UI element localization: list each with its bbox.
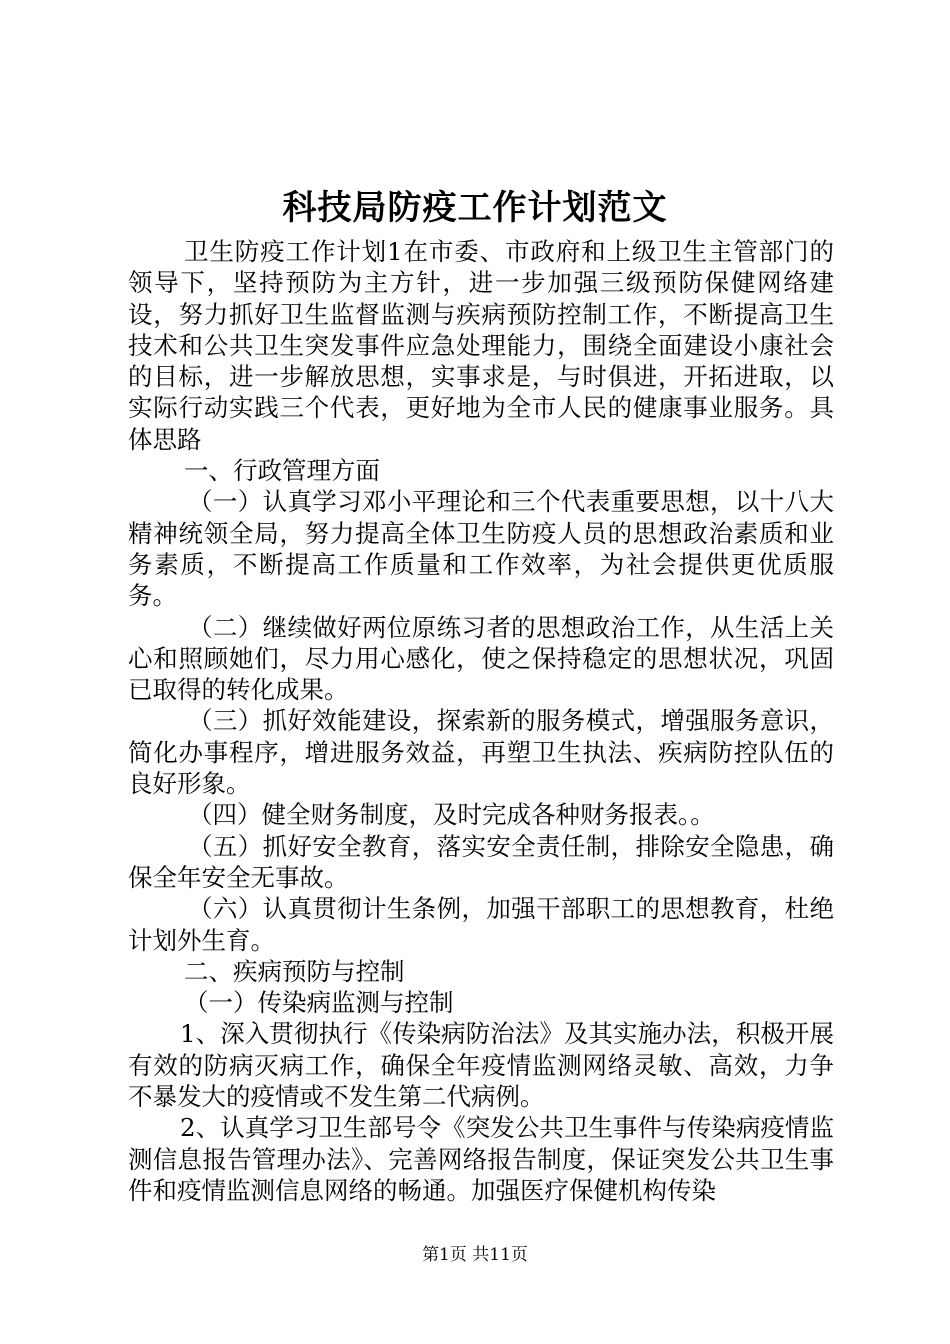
admin-item-2: （二）继续做好两位原练习者的思想政治工作，从生活上关心和照顾她们，尽力用心感化，使之保持稳定的思想状况，巩固已取得的转化成果。 bbox=[128, 612, 834, 705]
admin-item-4: （四）健全财务制度，及时完成各种财务报表。。 bbox=[188, 800, 715, 830]
admin-item-1: （一）认真学习邓小平理论和三个代表重要思想，以十八大精神统领全局，努力提高全体卫生防疫人员的思想政治素质和业务素质，不断提高工作质量和工作效率，为社会提供更优质服务。 bbox=[128, 487, 834, 611]
disease-item-1: 1、深入贯彻执行《传染病防治法》及其实施办法，积极开展有效的防病灭病工作，确保全年疫情监测网络灵敏、高效，力争不暴发大的疫情或不发生第二代病例。 bbox=[128, 1019, 834, 1112]
admin-item-6: （六）认真贯彻计生条例，加强干部职工的思想教育，杜绝计划外生育。 bbox=[128, 894, 834, 955]
disease-item-2: 2、认真学习卫生部号令《突发公共卫生事件与传染病疫情监测信息报告管理办法》、完善网络报告制度，保证突发公共卫生事件和疫情监测信息网络的畅通。加强医疗保健机构传染 bbox=[128, 1113, 834, 1205]
document-body bbox=[128, 236, 834, 1206]
page-footer: 第1页 共11页 bbox=[422, 1245, 528, 1265]
document-title: 科技局防疫工作计划范文 bbox=[282, 188, 668, 228]
section-heading-admin: 一、行政管理方面 bbox=[184, 456, 380, 486]
admin-item-3: （三）抓好效能建设，探索新的服务模式，增强服务意识，简化办事程序，增进服务效益，再塑卫生执法、疾病防控队伍的良好形象。 bbox=[128, 706, 834, 799]
subsection-heading-infectious: （一）传染病监测与控制 bbox=[184, 988, 454, 1018]
intro-paragraph: 卫生防疫工作计划1在市委、市政府和上级卫生主管部门的领导下，坚持预防为主方针，进一步加强三级预防保健网络建设，努力抓好卫生监督监测与疾病预防控制工作，不断提高卫生技术和公共卫生突发事件应急处理能力，围绕全面建设小康社会的目标，进一步解放思想，实事求是，与时俱进，开拓进取，以实际行动实践三个代表，更好地为全市人民的健康事业服务。具体思路 bbox=[128, 237, 834, 454]
section-heading-disease: 二、疾病预防与控制 bbox=[184, 956, 405, 986]
admin-item-5: （五）抓好安全教育，落实安全责任制，排除安全隐患，确保全年安全无事故。 bbox=[128, 831, 834, 892]
